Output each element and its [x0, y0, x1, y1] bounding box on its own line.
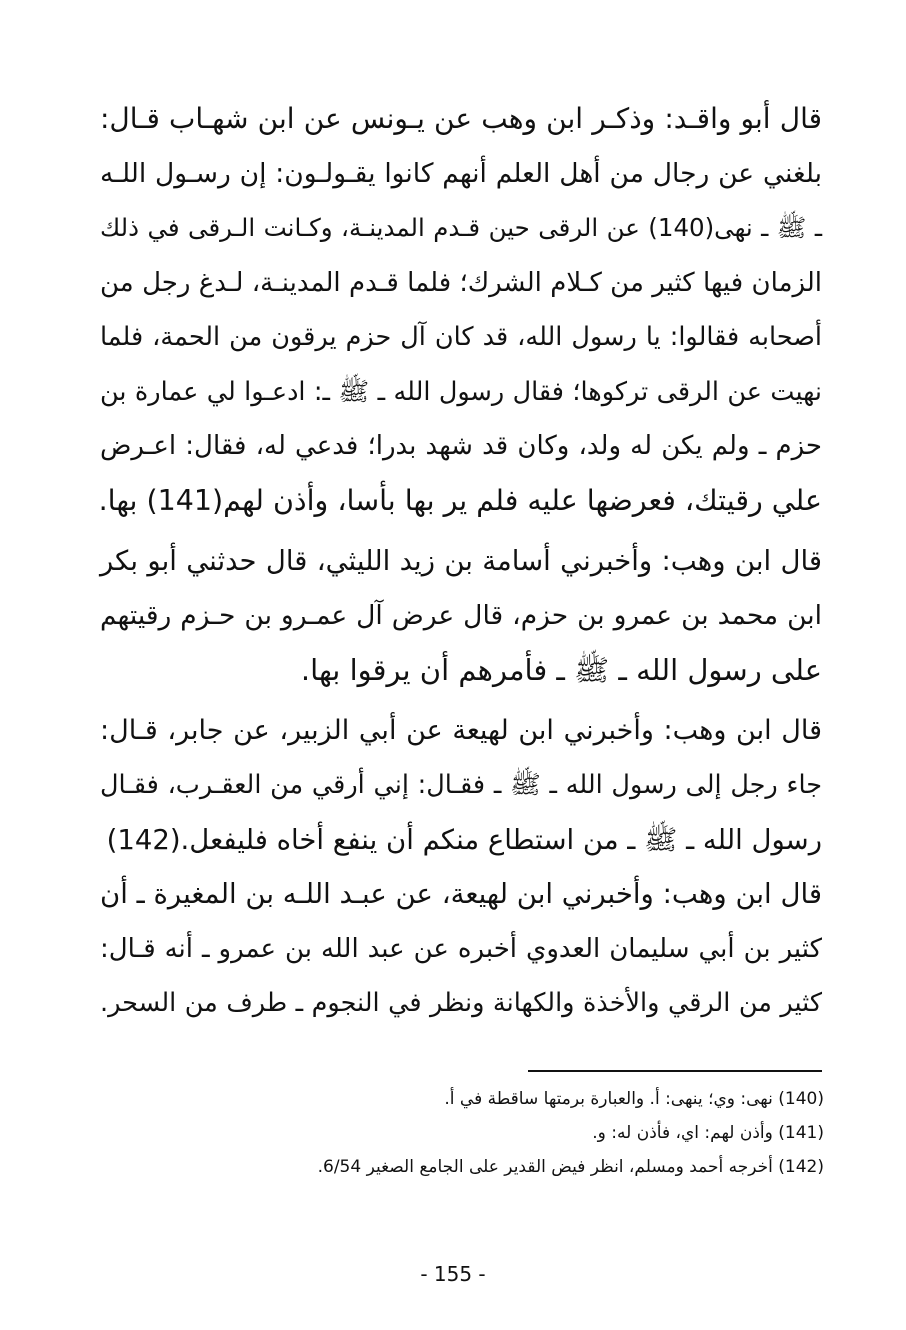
text-line: قال ابن وهب: وأخبرني أسامة بن زيد الليثي، قال حدثني أبو بكر [100, 545, 822, 577]
text-line: قال ابن وهب: وأخبرني ابن لهيعة عن أبي الزبير، عن جابر، قـال: [100, 714, 822, 746]
text-line: على رسول الله ـ ﷺ ـ فأمرهم أن يرقوا بها. [300, 653, 822, 687]
text-line: حزم ـ ولم يكن له ولد، وكان قد شهد بدرا؛ فدعي له، فقال: اعـرض [100, 431, 822, 461]
main-text [100, 92, 822, 1031]
text-line: قال ابن وهب: وأخبرني ابن لهيعة، عن عبـد اللـه بن المغيرة ـ أن [100, 878, 822, 910]
text-line: نهيت عن الرقى تركوها؛ فقال رسول الله ـ ﷺ ـ: ادعـوا لي عمارة بن [100, 376, 822, 407]
footnote-separator [528, 1070, 822, 1072]
text-line: ابن محمد بن عمرو بن حزم، قال عرض آل عمـرو بن حـزم رقيتهم [100, 599, 822, 631]
footnote-142: (142) أخرجه أحمد ومسلم، انظر فيض القدير على الجامع الصغير 6/54. [317, 1157, 824, 1177]
text-line: قال أبو واقـد: وذكـر ابن وهب عن يـونس عن ابن شهـاب قـال: [100, 102, 822, 135]
text-line: جاء رجل إلى رسول الله ـ ﷺ ـ فقـال: إني أرقي من العقـرب، فقـال [100, 770, 822, 800]
paragraph-4 [100, 867, 822, 1031]
paragraph-3 [100, 704, 822, 868]
paragraph-1 [100, 92, 822, 528]
text-line: رسول الله ـ ﷺ ـ من استطاع منكم أن ينفع أخاه فليفعل.(142) [106, 823, 822, 856]
footnotes [280, 1082, 824, 1184]
text-line: أصحابه فقالوا: يا رسول الله، قد كان آل حزم يرقون من الحمة، فلما [100, 322, 822, 352]
text-line: بلغني عن رجال من أهل العلم أنهم كانوا يقـولـون: إن رسـول اللـه [100, 157, 822, 189]
text-line: ـ ﷺ ـ نهى(140) عن الرقى حين قـدم المدينـة، وكـانت الـرقى في ذلك [100, 213, 822, 242]
text-line: كثير من الرقي والأخذة والكهانة ونظر في النجوم ـ طرف من السحر. [100, 988, 822, 1018]
text-line: الزمان فيها كثير من كـلام الشرك؛ فلما قـدم المدينـة، لـدغ رجل من [100, 267, 822, 298]
footnote-140: (140) نهى: وي؛ ينهى: أ. والعبارة برمتها ساقطة في أ. [444, 1089, 824, 1109]
text-line: كثير بن أبي سليمان العدوي أخبره عن عبد الله بن عمرو ـ أنه قـال: [100, 933, 822, 964]
text-line: علي رقيتك، فعرضها عليه فلم ير بها بأسا، وأذن لهم(141) بها. [98, 483, 822, 517]
paragraph-2 [100, 534, 822, 698]
footnote-141: (141) وأذن لهم: اي، فأذن له: و. [592, 1123, 824, 1143]
page-number: - 155 - [420, 1262, 486, 1286]
